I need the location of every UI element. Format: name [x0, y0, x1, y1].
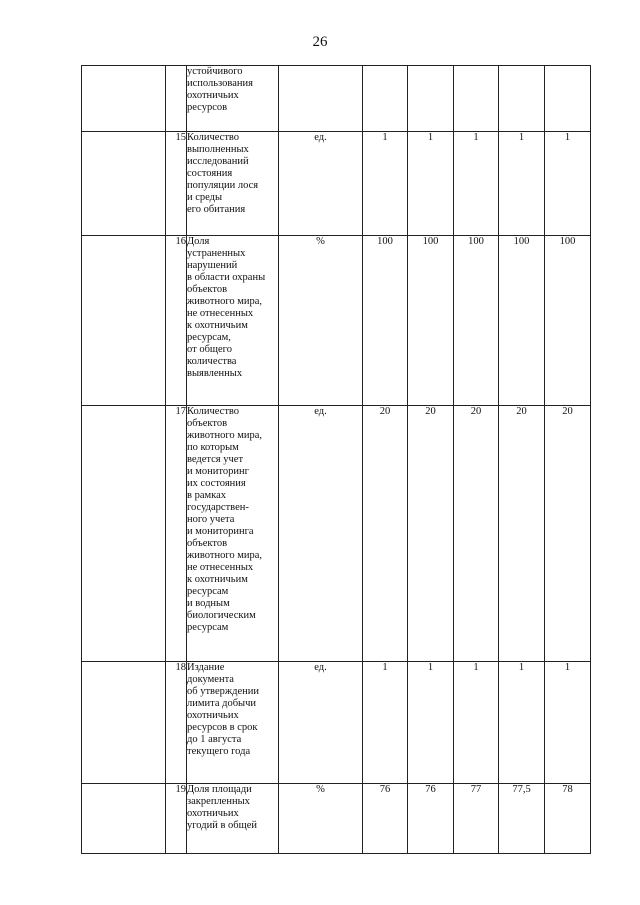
- blank-cell: [82, 236, 166, 406]
- indicator-name-line: текущего года: [187, 746, 251, 757]
- indicator-name-line: популяции лося: [187, 180, 259, 191]
- value-cell: [408, 66, 454, 132]
- indicator-name-line: охотничьих: [187, 808, 239, 819]
- indicator-name-line: ресурсам,: [187, 332, 231, 343]
- indicator-name-line: ведется учет: [187, 454, 244, 465]
- row-number: 15: [166, 132, 187, 236]
- indicator-name: [187, 662, 279, 784]
- indicator-name: [187, 66, 279, 132]
- indicator-name-line: и мониторинга: [187, 526, 254, 537]
- indicator-name-line: охотничьих: [187, 710, 239, 721]
- value-cell: 77,5: [499, 784, 545, 854]
- indicator-name-line: биологическим: [187, 610, 256, 621]
- value-cell: [363, 66, 408, 132]
- row-number: 18: [166, 662, 187, 784]
- indicator-name-line: в области охраны: [187, 272, 266, 283]
- blank-cell: [82, 132, 166, 236]
- value-cell: 1: [499, 132, 545, 236]
- value-cell: 20: [408, 406, 454, 662]
- indicator-name-line: Количество: [187, 406, 240, 417]
- indicator-name-line: состояния: [187, 168, 233, 179]
- value-cell: 1: [499, 662, 545, 784]
- indicator-name-line: животного мира,: [187, 550, 263, 561]
- indicator-name-line: об утверждении: [187, 686, 259, 697]
- indicator-name-line: ресурсов в срок: [187, 722, 258, 733]
- table-row: [82, 236, 591, 406]
- indicator-name: [187, 784, 279, 854]
- blank-cell: [82, 662, 166, 784]
- indicator-name-line: документа: [187, 674, 234, 685]
- value-cell: 1: [545, 132, 591, 236]
- unit-cell: ед.: [279, 662, 363, 784]
- value-cell: 100: [499, 236, 545, 406]
- indicator-name-line: устойчивого: [187, 66, 243, 77]
- value-cell: 20: [499, 406, 545, 662]
- indicator-name-line: Издание: [187, 662, 225, 673]
- indicator-name-line: до 1 августа: [187, 734, 242, 745]
- indicator-name-line: Количество: [187, 132, 240, 143]
- value-cell: 20: [363, 406, 408, 662]
- indicator-name-line: объектов: [187, 284, 228, 295]
- indicator-name-line: Доля: [187, 236, 210, 247]
- indicator-name-line: не отнесенных: [187, 562, 254, 573]
- value-cell: 1: [545, 662, 591, 784]
- indicator-name-line: выявленных: [187, 368, 243, 379]
- indicator-name-line: в рамках: [187, 490, 226, 501]
- value-cell: 100: [454, 236, 499, 406]
- value-cell: 78: [545, 784, 591, 854]
- value-cell: 100: [545, 236, 591, 406]
- indicator-name-line: ресурсам: [187, 586, 229, 597]
- indicator-name-line: нарушений: [187, 260, 238, 271]
- table-row: [82, 132, 591, 236]
- indicator-name-line: ного учета: [187, 514, 235, 525]
- table-row: [82, 66, 591, 132]
- table-row: [82, 784, 591, 854]
- indicator-name-line: использования: [187, 78, 253, 89]
- unit-cell: [279, 66, 363, 132]
- indicator-name-line: охотничьих: [187, 90, 239, 101]
- indicator-name-line: от общего: [187, 344, 232, 355]
- indicator-name: [187, 406, 279, 662]
- indicator-name-line: выполненных: [187, 144, 249, 155]
- unit-cell: ед.: [279, 406, 363, 662]
- value-cell: 1: [408, 132, 454, 236]
- table-row: [82, 662, 591, 784]
- blank-cell: [82, 66, 166, 132]
- value-cell: 1: [454, 662, 499, 784]
- value-cell: 100: [408, 236, 454, 406]
- indicator-name: [187, 132, 279, 236]
- indicator-name-line: объектов: [187, 418, 228, 429]
- indicator-name-line: объектов: [187, 538, 228, 549]
- unit-cell: %: [279, 784, 363, 854]
- unit-cell: %: [279, 236, 363, 406]
- indicator-name-line: к охотничьим: [187, 574, 248, 585]
- unit-cell: ед.: [279, 132, 363, 236]
- indicator-name-line: лимита добычи: [187, 698, 257, 709]
- row-number: 19: [166, 784, 187, 854]
- indicator-name-line: их состояния: [187, 478, 246, 489]
- indicator-name-line: закрепленных: [187, 796, 250, 807]
- blank-cell: [82, 784, 166, 854]
- row-number: 17: [166, 406, 187, 662]
- indicator-name-line: его обитания: [187, 204, 246, 215]
- indicator-name-line: и мониторинг: [187, 466, 249, 477]
- table-row: [82, 406, 591, 662]
- indicator-name-line: устраненных: [187, 248, 246, 259]
- page-number: 26: [312, 34, 328, 50]
- blank-cell: [82, 406, 166, 662]
- indicators-table: [81, 65, 591, 854]
- indicator-name-line: и водным: [187, 598, 230, 609]
- value-cell: [545, 66, 591, 132]
- value-cell: 76: [408, 784, 454, 854]
- indicator-name-line: количества: [187, 356, 237, 367]
- indicator-name-line: ресурсов: [187, 102, 228, 113]
- value-cell: 1: [363, 662, 408, 784]
- value-cell: 76: [363, 784, 408, 854]
- value-cell: 1: [363, 132, 408, 236]
- row-number: 16: [166, 236, 187, 406]
- indicator-name-line: исследований: [187, 156, 249, 167]
- value-cell: [499, 66, 545, 132]
- indicator-name-line: к охотничьим: [187, 320, 248, 331]
- value-cell: 1: [408, 662, 454, 784]
- value-cell: 20: [545, 406, 591, 662]
- row-number: [166, 66, 187, 132]
- indicator-name-line: не отнесенных: [187, 308, 254, 319]
- value-cell: 1: [454, 132, 499, 236]
- indicator-name: [187, 236, 279, 406]
- value-cell: 77: [454, 784, 499, 854]
- indicator-name-line: Доля площади: [187, 784, 252, 795]
- indicator-name-line: животного мира,: [187, 430, 263, 441]
- value-cell: 20: [454, 406, 499, 662]
- indicator-name-line: угодий в общей: [187, 820, 257, 831]
- indicator-name-line: и среды: [187, 192, 223, 203]
- value-cell: [454, 66, 499, 132]
- indicator-name-line: животного мира,: [187, 296, 263, 307]
- indicator-name-line: государствен-: [187, 502, 249, 513]
- indicator-name-line: ресурсам: [187, 622, 229, 633]
- indicator-name-line: по которым: [187, 442, 239, 453]
- value-cell: 100: [363, 236, 408, 406]
